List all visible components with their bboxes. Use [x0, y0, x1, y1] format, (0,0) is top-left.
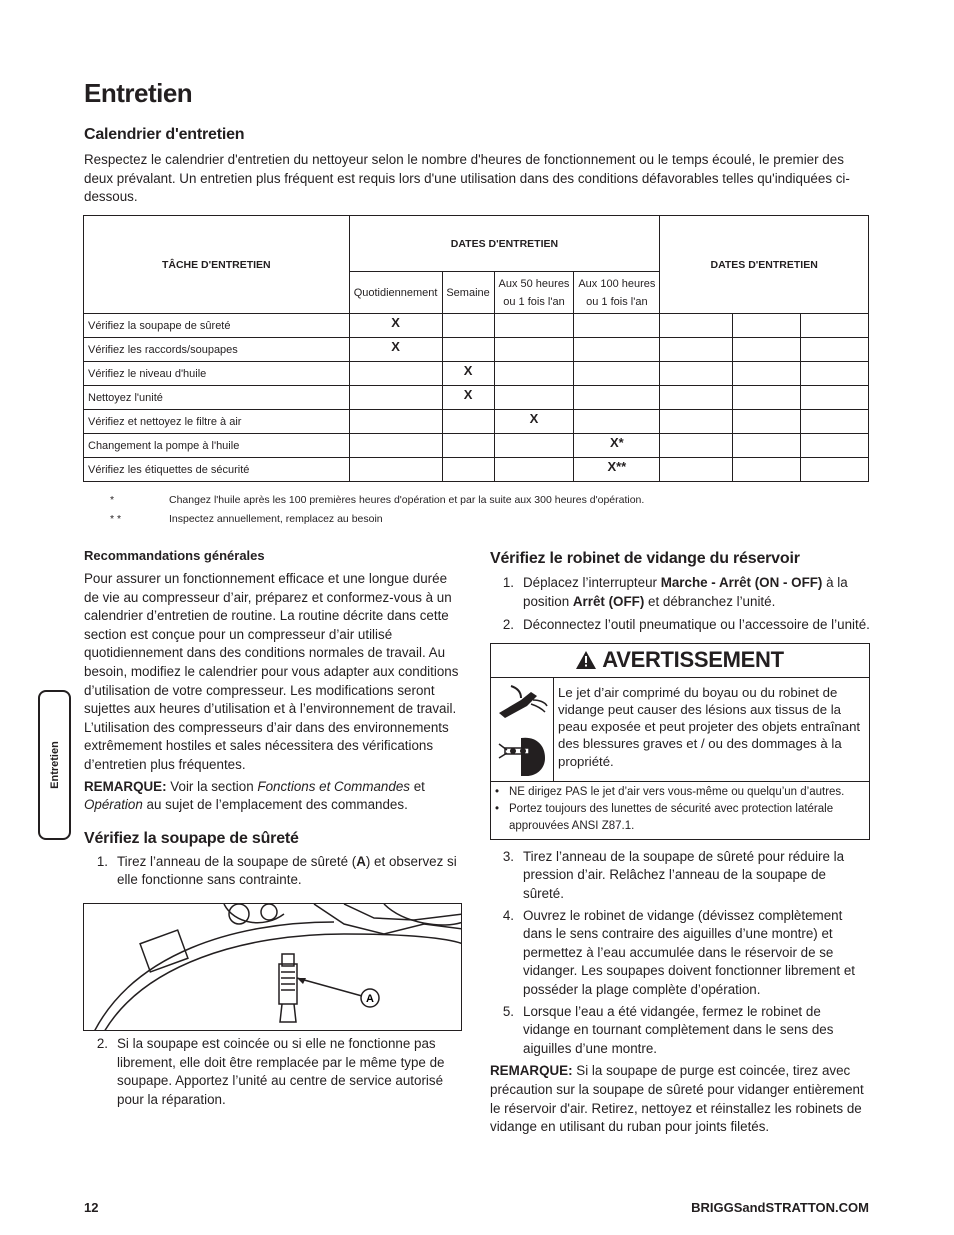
note-text: au sujet de l’emplacement des commandes. — [142, 797, 408, 813]
col-daily: Quotidiennement — [349, 272, 442, 314]
table-row — [84, 458, 869, 482]
step-text: Si la soupape est coincée ou si elle ne fonctionne pas librement, elle doit être remplacée par le même type de soupape. Apportez l’unité au centre de service autorisé pour la réparation. — [117, 1036, 445, 1107]
step-text: Déconnectez l’outil pneumatique ou l’accessoire de l’unité. — [523, 617, 870, 633]
step-text-bold: A — [356, 853, 366, 869]
blank-cell — [801, 386, 869, 410]
drain-note — [490, 1062, 870, 1136]
warning-title: AVERTISSEMENT — [602, 647, 784, 673]
blank-cell — [733, 314, 801, 338]
task-cell: Vérifiez et nettoyez le filtre à air — [84, 410, 350, 434]
safety-valve-steps-2 — [84, 1035, 464, 1109]
col-50h — [494, 272, 574, 314]
footnote — [110, 510, 644, 529]
blank-cell — [660, 386, 733, 410]
blank-cell — [733, 362, 801, 386]
warning-box — [490, 643, 870, 840]
h50-cell — [494, 314, 574, 338]
warning-triangle-icon — [576, 651, 596, 669]
list-item — [495, 784, 865, 801]
page-title: Entretien — [84, 78, 193, 108]
step-number: 5. — [502, 1003, 514, 1019]
h50-cell — [494, 386, 574, 410]
safety-valve-heading: Vérifiez la soupape de sûreté — [84, 829, 299, 847]
list-item — [495, 801, 865, 835]
note-ref: Opération — [84, 797, 143, 813]
bullet-text: NE dirigez PAS le jet d’air vers vous-même ou quelqu’un d’autres. — [509, 785, 845, 798]
step-text-part: et débranchez l’unité. — [644, 593, 776, 609]
drain-steps-1 — [490, 574, 870, 635]
list-item — [490, 616, 870, 635]
note-text: Voir la section — [166, 778, 258, 794]
week-cell — [442, 434, 494, 458]
step-number: 1. — [96, 853, 108, 869]
h100-cell — [574, 314, 660, 338]
callout-label-a: A — [366, 993, 374, 1005]
warning-icons — [491, 678, 554, 781]
step-text-bold: Arrêt (OFF) — [572, 593, 645, 609]
h50-cell — [494, 434, 574, 458]
task-cell: Vérifiez la soupape de sûreté — [84, 314, 350, 338]
blank-cell — [801, 458, 869, 482]
col-dates-header-2: DATES D'ENTRETIEN — [660, 216, 869, 314]
task-cell: Vérifiez le niveau d'huile — [84, 362, 350, 386]
footnote-symbol: * — [110, 494, 115, 506]
col-task-header: TÂCHE D'ENTRETIEN — [84, 216, 350, 314]
compressor-illustration — [84, 904, 462, 1031]
list-item — [84, 853, 464, 890]
daily-cell: X — [349, 314, 442, 338]
col-100h-line2: ou 1 fois l'an — [586, 295, 648, 308]
daily-cell: X — [349, 338, 442, 362]
air-jet-hazard-icon — [491, 678, 553, 781]
daily-cell — [349, 386, 442, 410]
h100-cell: X** — [574, 458, 660, 482]
page-number: 12 — [84, 1200, 99, 1215]
h100-cell — [574, 338, 660, 362]
safety-valve-figure — [83, 903, 462, 1031]
task-cell: Vérifiez les raccords/soupapes — [84, 338, 350, 362]
side-section-tab — [38, 690, 71, 840]
note-text: et — [409, 778, 425, 794]
daily-cell — [349, 410, 442, 434]
week-cell: X — [442, 362, 494, 386]
schedule-intro: Respectez le calendrier d'entretien du nettoyeur selon le nombre d'heures de fonctionnement ou le temps écoulé, le premier des deux prévalant. Un entretien plus fréquent est requis lors d'une utilisation dans des conditions défavorables telles qu'indiquées ci-dessous. — [84, 152, 850, 205]
h100-cell — [574, 410, 660, 434]
h100-cell — [574, 386, 660, 410]
blank-cell — [733, 338, 801, 362]
week-cell — [442, 458, 494, 482]
blank-cell — [733, 458, 801, 482]
list-item — [490, 907, 870, 1000]
warning-header — [491, 644, 869, 678]
note-label: REMARQUE: — [490, 1063, 573, 1079]
step-text: Ouvrez le robinet de vidange (dévissez complètement dans le sens contraire des aiguilles d’une montre) et permettez à l’eau accumulée dans le réservoir de se vidanger. Les soupapes doivent fonctionner librement et posséder la plage complète d’opération. — [523, 907, 856, 997]
note-label: REMARQUE: — [84, 778, 167, 794]
h100-cell — [574, 362, 660, 386]
col-50h-line2: ou 1 fois l'an — [503, 295, 565, 308]
blank-cell — [801, 338, 869, 362]
col-100h-line1: Aux 100 heures — [578, 277, 656, 290]
blank-cell — [733, 386, 801, 410]
step-text-part: Tirez l’anneau de la soupape de sûreté ( — [117, 853, 357, 869]
step-number: 2. — [502, 617, 514, 633]
blank-cell — [733, 410, 801, 434]
step-text-part: Déplacez l’interrupteur — [523, 575, 661, 590]
list-item — [490, 1003, 870, 1059]
step-text: Lorsque l’eau a été vidangée, fermez le robinet de vidange en tournant complètement dans le sens des aiguilles d’une montre. — [523, 1003, 834, 1056]
drain-steps-2 — [490, 848, 870, 1059]
website-footer: BRIGGSandSTRATTON.COM — [691, 1200, 869, 1215]
col-50h-line1: Aux 50 heures — [498, 277, 570, 290]
step-text — [523, 574, 870, 611]
h100-cell: X* — [574, 434, 660, 458]
week-cell — [442, 314, 494, 338]
side-tab-label: Entretien — [48, 741, 61, 789]
blank-cell — [660, 434, 733, 458]
blank-cell — [801, 434, 869, 458]
bullet-icon: • — [495, 785, 500, 798]
bullet-text: Portez toujours des lunettes de sécurité avec protection latérale approuvées ANSI Z87.1. — [509, 802, 834, 832]
warning-text: Le jet d’air comprimé du boyau ou du robinet de vidange peut causer des lésions aux tissus de la peau exposée et peut projeter des objets entraînant des blessures graves et / ou des dommages à la propriété. — [558, 684, 861, 769]
drain-heading: Vérifiez le robinet de vidange du réservoir — [490, 550, 800, 567]
h50-cell: X — [494, 410, 574, 434]
note-ref: Fonctions et Commandes — [257, 778, 410, 794]
general-heading: Recommandations générales — [84, 548, 265, 563]
step-text — [117, 853, 464, 890]
col-week: Semaine — [442, 272, 494, 314]
step-text-part: à la position — [523, 575, 848, 609]
table-row — [84, 410, 869, 434]
blank-cell — [660, 314, 733, 338]
blank-cell — [801, 410, 869, 434]
safety-valve-steps — [84, 853, 464, 890]
task-cell: Nettoyez l'unité — [84, 386, 350, 410]
table-row — [84, 386, 869, 410]
h50-cell — [494, 362, 574, 386]
blank-cell — [801, 314, 869, 338]
footnote — [110, 491, 644, 510]
blank-cell — [733, 434, 801, 458]
h50-cell — [494, 338, 574, 362]
warning-bullets — [491, 782, 869, 839]
list-item — [84, 1035, 464, 1109]
note-text: Si la soupape de purge est coincée, tirez avec précaution sur la soupape de sûreté pour vidanger entièrement le réservoir d'air. Retirez, nettoyez et réinstallez les robinets de vidange en utilisant du ruban pour joints filetés. — [490, 1063, 864, 1135]
maintenance-schedule-table — [83, 215, 869, 482]
list-item — [490, 848, 870, 904]
blank-cell — [660, 338, 733, 362]
step-number: 1. — [502, 575, 514, 590]
col-dates-header: DATES D'ENTRETIEN — [349, 216, 660, 272]
h50-cell — [494, 458, 574, 482]
blank-cell — [660, 362, 733, 386]
col-100h — [574, 272, 660, 314]
step-number: 2. — [96, 1036, 108, 1051]
footnote-symbol: * * — [110, 513, 122, 525]
blank-cell — [660, 410, 733, 434]
general-text: Pour assurer un fonctionnement efficace et une longue durée de vie au compresseur d’air, préparez et conformez-vous à un calendrier d’entretien de routine. La routine décrite dans cette section est conçue pour un compresseur d’air utilisé quotidiennement dans des conditions normales de travail. Au besoin, modifiez le calendrier pour vous adapter aux conditions d’utilisation de votre compresseur. Les modifications seront sujettes aux heures d’utilisation et à l’environnement de travail. L’utilisation des compresseurs d’air dans des environnements extrêmement hostiles et sales nécessitera des vérifications d’entretien plus fréquentes. — [84, 571, 459, 772]
daily-cell — [349, 362, 442, 386]
table-row — [84, 362, 869, 386]
bullet-icon: • — [495, 802, 500, 815]
task-cell: Vérifiez les étiquettes de sécurité — [84, 458, 350, 482]
footnote-text: Inspectez annuellement, remplacez au besoin — [169, 513, 383, 525]
table-row — [84, 314, 869, 338]
list-item — [490, 574, 870, 611]
footnote-text: Changez l'huile après les 100 premières heures d'opération et par la suite aux 300 heures d'opération. — [169, 494, 645, 506]
table-row — [84, 434, 869, 458]
daily-cell — [349, 434, 442, 458]
task-cell: Changement la pompe à l'huile — [84, 434, 350, 458]
step-text-part: ) et observez si elle fonctionne sans contrainte. — [117, 853, 457, 888]
general-note — [84, 778, 464, 815]
step-number: 3. — [502, 848, 514, 864]
table-footnotes — [110, 491, 644, 529]
step-text-bold: Marche - Arrêt (ON - OFF) — [660, 575, 823, 590]
step-number: 4. — [502, 907, 514, 923]
week-cell — [442, 338, 494, 362]
week-cell: X — [442, 386, 494, 410]
daily-cell — [349, 458, 442, 482]
week-cell — [442, 410, 494, 434]
step-text: Tirez l’anneau de la soupape de sûreté pour réduire la pression d’air. Relâchez l’anneau de la soupape de sûreté. — [523, 848, 845, 901]
blank-cell — [801, 362, 869, 386]
table-row — [84, 338, 869, 362]
blank-cell — [660, 458, 733, 482]
schedule-heading: Calendrier d'entretien — [84, 126, 245, 143]
